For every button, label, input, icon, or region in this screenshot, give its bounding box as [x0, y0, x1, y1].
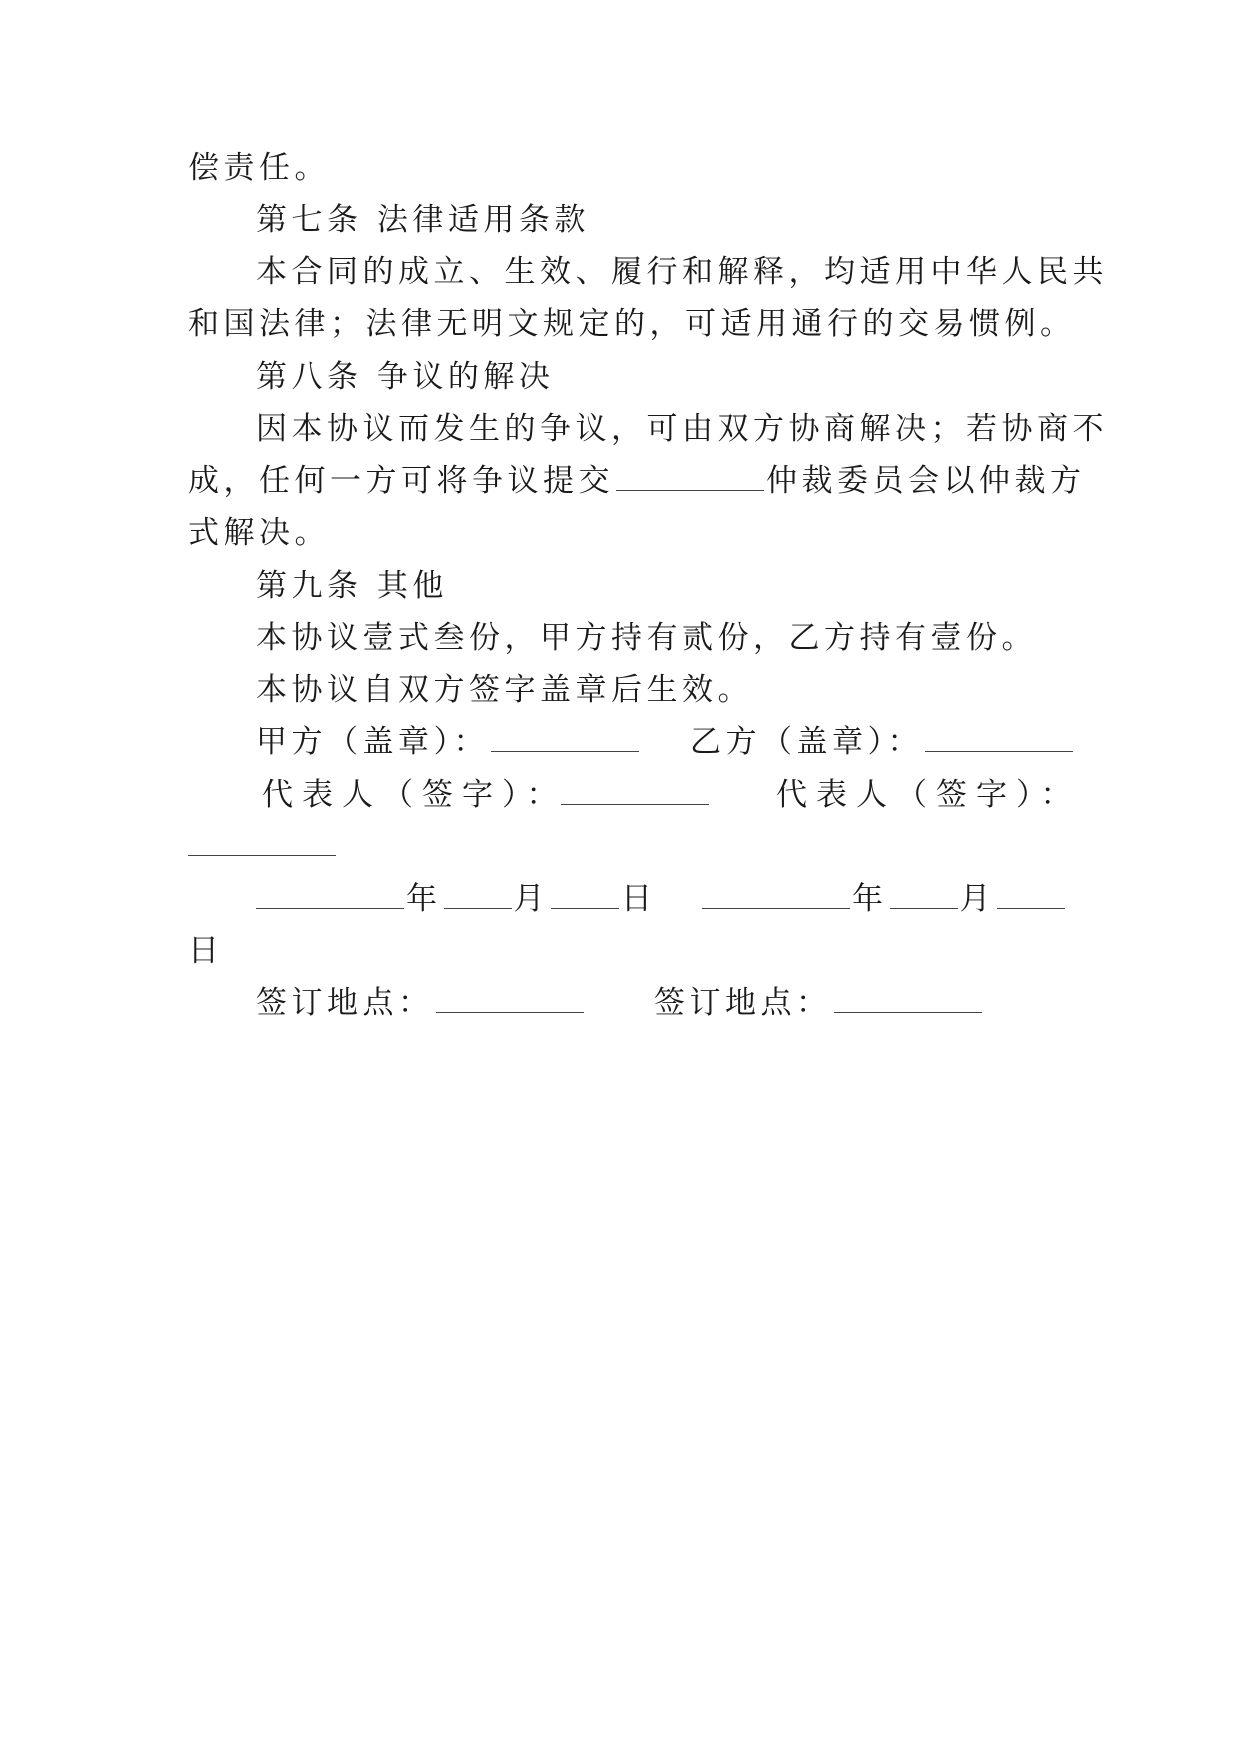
paragraph-text: 成，任何一方可将争议提交 [188, 463, 614, 499]
party-a-seal-row [256, 722, 641, 762]
party-a-seal-label: 甲方（盖章）： [256, 724, 489, 760]
text-line [256, 252, 1108, 292]
date-b-day-row [188, 931, 224, 971]
date-a-day-field[interactable] [551, 880, 619, 909]
article-8-title [256, 357, 554, 397]
rep-b-row [776, 775, 1081, 815]
heading-text: 第九条 其他 [256, 568, 448, 604]
rep-a-row [262, 775, 711, 815]
day-label: 日 [188, 933, 224, 969]
text-line [256, 618, 1037, 658]
text-line [188, 513, 330, 553]
rep-b-signature-field[interactable] [188, 827, 336, 856]
text-line [188, 304, 1076, 344]
paragraph-fragment: 偿责任。 [188, 150, 330, 186]
paragraph-text: 本协议壹式叁份，甲方持有贰份，乙方持有壹份。 [256, 620, 1037, 656]
rep-b-field-row [188, 826, 338, 866]
party-a-seal-field[interactable] [491, 723, 639, 752]
article-7-title [256, 200, 590, 240]
year-label: 年 [406, 881, 442, 917]
place-b-field[interactable] [834, 984, 982, 1013]
party-b-seal-row [690, 722, 1075, 762]
day-label: 日 [621, 881, 657, 917]
date-a-row [254, 879, 657, 919]
date-b-year-field[interactable] [702, 880, 850, 909]
month-label: 月 [959, 881, 995, 917]
year-label: 年 [852, 881, 888, 917]
paragraph-text: 因本协议而发生的争议，可由双方协商解决；若协商不 [256, 411, 1108, 447]
heading-text: 第七条 法律适用条款 [256, 202, 590, 238]
arbitration-blank-field[interactable] [616, 462, 764, 491]
article-9-title [256, 566, 448, 606]
text-line [256, 670, 753, 710]
month-label: 月 [513, 881, 549, 917]
date-b-month-field[interactable] [890, 880, 958, 909]
date-a-month-field[interactable] [444, 880, 512, 909]
text-line [188, 461, 1086, 501]
date-b-row [700, 879, 1067, 919]
place-a-label: 签订地点： [256, 985, 434, 1021]
paragraph-text: 本协议自双方签字盖章后生效。 [256, 672, 753, 708]
paragraph-text: 式解决。 [188, 515, 330, 551]
party-b-seal-field[interactable] [925, 723, 1073, 752]
text-line [188, 148, 330, 188]
place-b-label: 签订地点： [654, 985, 832, 1021]
text-line [256, 409, 1108, 449]
rep-a-label: 代表人（签字）： [262, 777, 567, 813]
date-a-year-field[interactable] [256, 880, 404, 909]
heading-text: 第八条 争议的解决 [256, 359, 555, 395]
place-a-field[interactable] [436, 984, 584, 1013]
place-a-row [256, 983, 586, 1023]
party-b-seal-label: 乙方（盖章）： [690, 724, 923, 760]
rep-a-signature-field[interactable] [561, 776, 709, 805]
place-b-row [654, 983, 984, 1023]
rep-b-label: 代表人（签字）： [776, 777, 1081, 813]
paragraph-text: 和国法律；法律无明文规定的，可适用通行的交易惯例。 [188, 306, 1076, 342]
date-b-day-field[interactable] [997, 880, 1065, 909]
paragraph-text: 仲裁委员会以仲裁方 [766, 463, 1086, 499]
paragraph-text: 本合同的成立、生效、履行和解释，均适用中华人民共 [256, 254, 1108, 290]
